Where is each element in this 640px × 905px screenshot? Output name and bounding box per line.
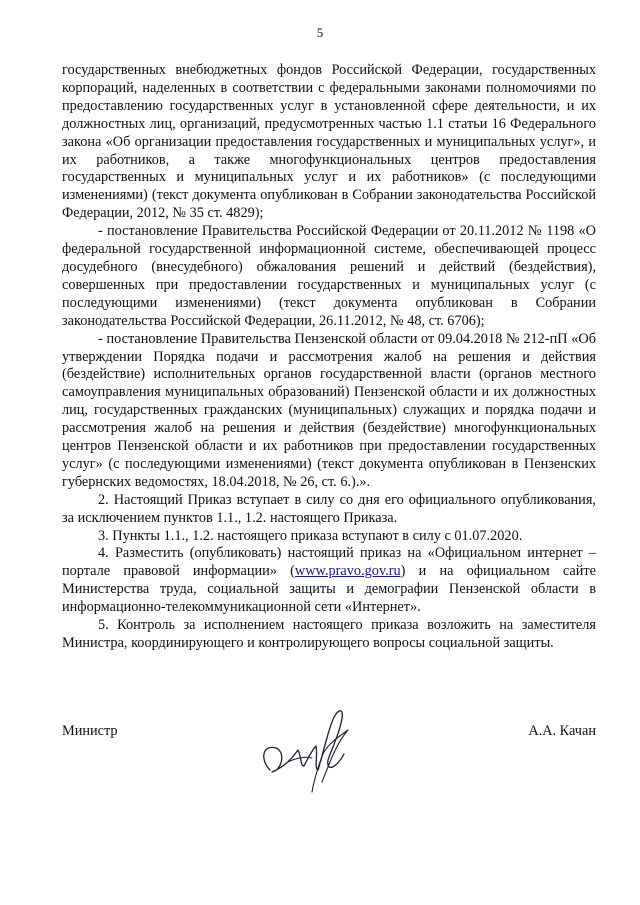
page-number: 5: [316, 25, 324, 40]
item-4-text-start: 4. Разместить (опубликовать) настоящий приказ на «Официальном интернет – портале правовой информации» (: [62, 545, 596, 580]
paragraph-continuation: государственных внебюджетных фондов Российской Федерации, государственных корпораций, наделенных в соответствии с федеральными законами полномочиями по предоставлению государственных услуг в установленной сфере деятельности, и их должностных лиц, организаций, предусмотренных частью 1.1 статьи 16 Федерального закона «Об организации предоставления государственных и муниципальных услуг», и их работников, а также многофункциональных центров предоставления государственных и муниципальных услуг и их работников» (с последующими изменениями) (текст документа опубликован в Собрании законодательства Российской Федерации, 2012, № 35 ст. 4829);: [62, 62, 596, 222]
signer-title: Министр: [62, 723, 118, 739]
paragraph-decree-1198: - постановление Правительства Российской Федерации от 20.11.2012 № 1198 «О федеральной государственной информационной системе, обеспечивающей процесс досудебного (внесудебного) обжалования решений и действий (бездействия), совершенных при предоставлении государственных и муниципальных услуг (с последующими изменениями) (текст документа опубликован в Собрании законодательства Российской Федерации, 26.11.2012, № 48, ст. 6706);: [62, 223, 596, 329]
item-4-text-end: ) и на официальном сайте Министерства труда, социальной защиты и демографии Пензенской области в информационно-телекоммуникационной сети «Интернет».: [62, 563, 596, 616]
signer-name: А.А. Качан: [528, 723, 596, 739]
paragraph-item-5: 5. Контроль за исполнением настоящего приказа возложить на заместителя Министра, координирующего и контролирующего вопросы социальной защиты.: [62, 617, 596, 651]
handwritten-signature: [252, 700, 362, 800]
paragraph-item-2: 2. Настоящий Приказ вступает в силу со дня его официального опубликования, за исключением пунктов 1.1., 1.2. настоящего Приказа.: [62, 491, 596, 526]
document-body: [62, 62, 596, 653]
pravo-gov-link[interactable]: www.pravo.gov.ru: [294, 563, 401, 580]
paragraph-item-3: 3. Пункты 1.1., 1.2. настоящего приказа вступают в силу с 01.07.2020.: [98, 527, 523, 544]
paragraph-decree-212: - постановление Правительства Пензенской области от 09.04.2018 № 212-пП «Об утверждении Порядка подачи и рассмотрения жалоб на решения и действия (бездействие) исполнительных органов государственной власти (органов местного самоуправления муниципальных образований) Пензенской области и их должностных лиц, государственных гражданских (муниципальных) служащих и порядка подачи и рассмотрения жалоб на решения и действия (бездействие) многофункциональных центров Пензенской области и их работников при предоставлении государственных услуг» (с последующими изменениями) (текст документа опубликован в Пензенских губернских ведомостях, 18.04.2018, № 26, ст. 6.).».: [62, 330, 596, 490]
paragraph-item-4: [62, 545, 596, 617]
